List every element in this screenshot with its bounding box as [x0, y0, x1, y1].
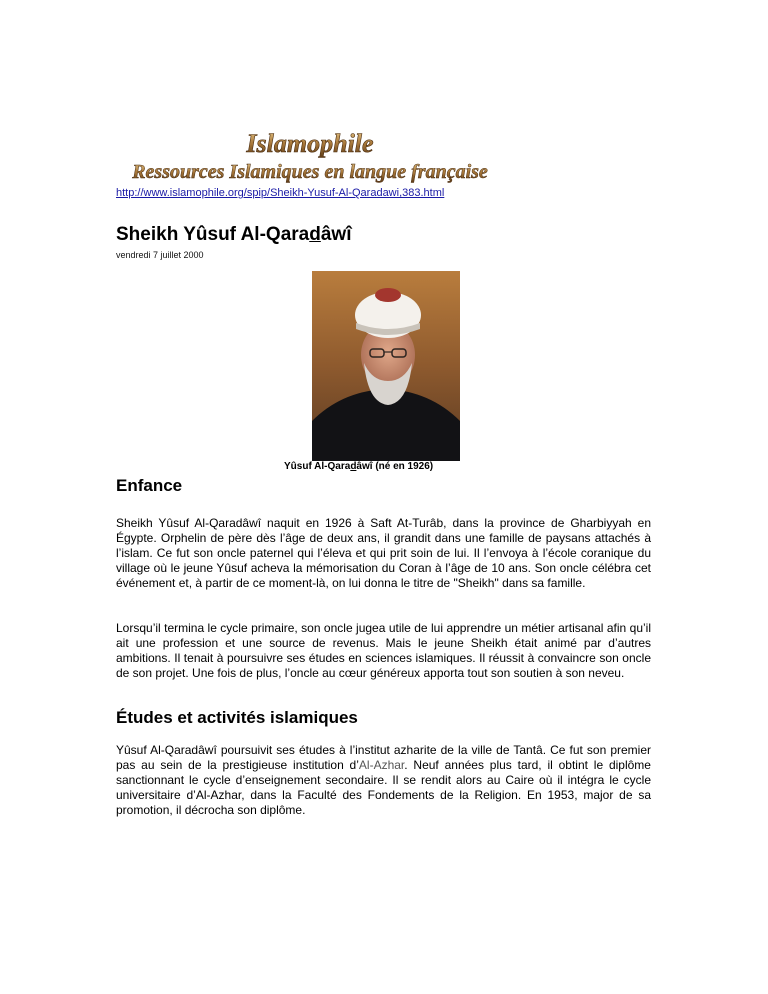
caption-text-2: d: [350, 461, 357, 472]
title-text-2: d: [309, 224, 321, 245]
etudes-text-1: Yûsuf Al-Qaradâwî poursuivit ses études à l’institut azharite de la ville de Tantâ. Ce fut son premier pas au sein de la prestigieuse institution d’: [116, 743, 651, 772]
logo-subtitle: Ressources Islamiques en langue française: [132, 161, 488, 183]
al-azhar-link[interactable]: Al-Azhar: [358, 758, 405, 772]
heading-etudes: Études et activités islamiques: [116, 708, 358, 727]
caption-text-3: âwî (né en 1926): [356, 461, 434, 472]
paragraph-etudes-1: [116, 743, 651, 818]
article-title: [116, 224, 351, 246]
heading-enfance: Enfance: [116, 476, 183, 495]
logo-title: Islamophile: [246, 129, 374, 158]
title-text-3: âwî: [320, 224, 352, 245]
photo-caption: [284, 461, 433, 472]
islamophile-logo: [100, 126, 520, 184]
caption-text-1: Yûsuf Al-Qara: [284, 461, 351, 472]
article-date: vendredi 7 juillet 2000: [116, 250, 204, 260]
etudes-text-2: . Neuf années plus tard, il obtint le diplôme sanctionnant le cycle d’enseignement secondaire. Il se rendit alors au Caire où il intégra le cycle universitaire d’Al-Azhar, dans la Faculté des Fondements de la Religion. En 1953, major de sa promotion, il décrocha son diplôme.: [116, 758, 651, 817]
portrait-photo: [312, 271, 460, 461]
title-text-1: Sheikh Yûsuf Al-Qara: [116, 224, 310, 245]
source-url-link[interactable]: http://www.islamophile.org/spip/Sheikh-Yusuf-Al-Qaradawi,383.html: [116, 187, 445, 199]
paragraph-enfance-1: Sheikh Yûsuf Al-Qaradâwî naquit en 1926 à Saft At-Turâb, dans la province de Gharbiyyah en Égypte. Orphelin de père dès l’âge de deux ans, il grandit dans une famille de paysans attachés à l’islam. Ce fut son oncle paternel qui l’éleva et qui prit soin de lui. Il l’envoya à l’école coranique du village où le jeune Yûsuf acheva la mémorisation du Coran à l’âge de 10 ans. Son oncle célébra cet événement et, à partir de ce moment-là, on lui donna le titre de "Sheikh" dans sa famille.: [116, 516, 651, 590]
paragraph-enfance-2: Lorsqu’il termina le cycle primaire, son oncle jugea utile de lui apprendre un métier artisanal afin qu’il ait une profession et une source de revenus. Mais le jeune Sheikh était animé par d’autres ambitions. Il tenait à poursuivre ses études en sciences islamiques. Il réussit à convaincre son oncle de son projet. Une fois de plus, l’oncle au cœur généreux apporta tout son soutien à son neveu.: [116, 621, 651, 680]
